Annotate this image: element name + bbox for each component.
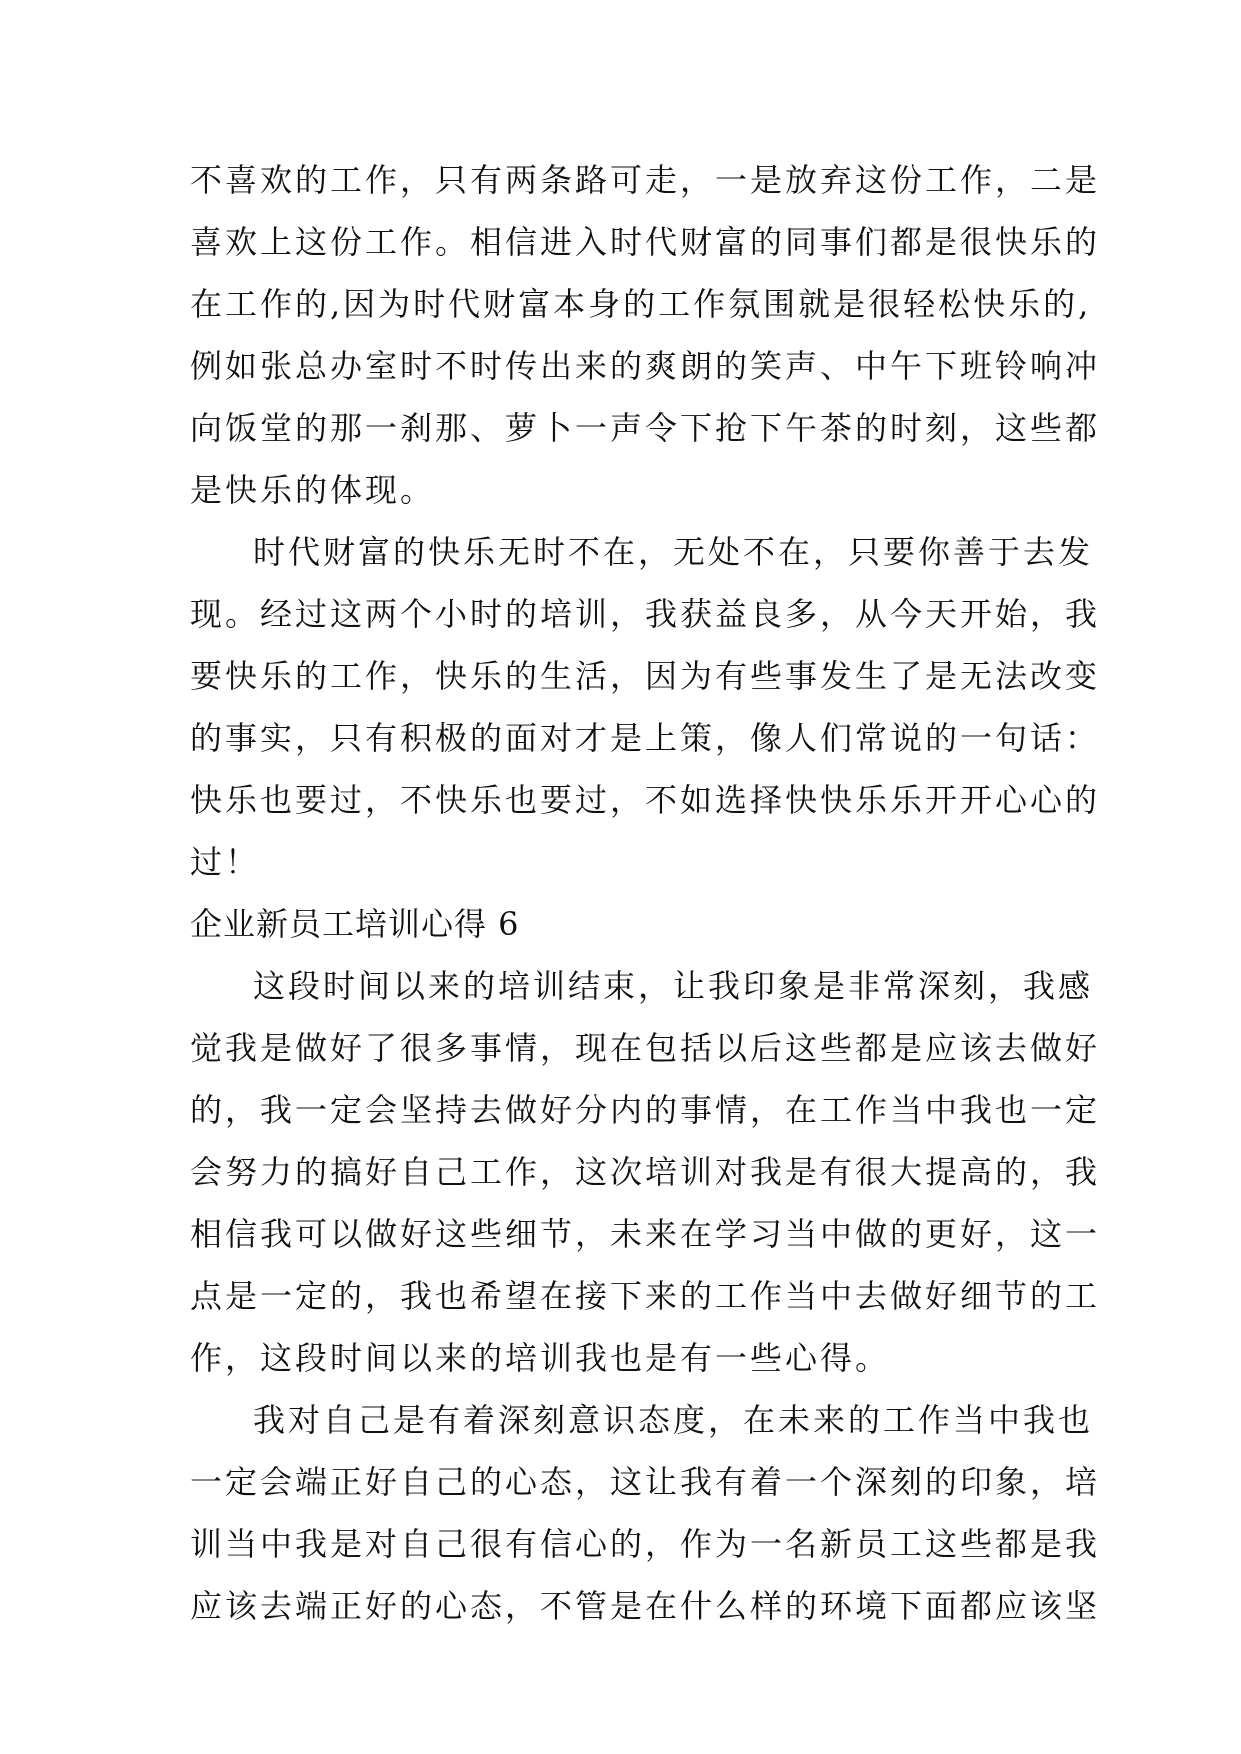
paragraph-line: 应该去端正好的心态，不管是在什么样的环境下面都应该坚	[190, 1587, 1101, 1625]
paragraph-line: 不喜欢的工作，只有两条路可走，一是放弃这份工作，二是	[190, 161, 1101, 199]
paragraph-line: 相信我可以做好这些细节，未来在学习当中做的更好，这一	[190, 1215, 1101, 1253]
section-heading: 企业新员工培训心得 6	[190, 905, 520, 943]
paragraph-line: 训当中我是对自己很有信心的，作为一名新员工这些都是我	[190, 1525, 1101, 1563]
paragraph-line: 在工作的,因为时代财富本身的工作氛围就是很轻松快乐的,	[190, 285, 1092, 323]
paragraph-line: 向饭堂的那一刹那、萝卜一声令下抢下午茶的时刻，这些都	[190, 409, 1101, 447]
paragraph-line: 是快乐的体现。	[190, 471, 436, 509]
paragraph-line: 时代财富的快乐无时不在，无处不在，只要你善于去发	[253, 533, 1094, 571]
paragraph-line: 喜欢上这份工作。相信进入时代财富的同事们都是很快乐的	[190, 223, 1101, 261]
paragraph-line: 一定会端正好自己的心态，这让我有着一个深刻的印象，培	[190, 1463, 1101, 1501]
paragraph-line: 这段时间以来的培训结束，让我印象是非常深刻，我感	[253, 967, 1094, 1005]
paragraph-line: 我对自己是有着深刻意识态度，在未来的工作当中我也	[253, 1401, 1094, 1439]
paragraph-line: 觉我是做好了很多事情，现在包括以后这些都是应该去做好	[190, 1029, 1101, 1067]
paragraph-line: 快乐也要过，不快乐也要过，不如选择快快乐乐开开心心的	[190, 781, 1101, 819]
paragraph-line: 会努力的搞好自己工作，这次培训对我是有很大提高的，我	[190, 1153, 1101, 1191]
paragraph-line: 现。经过这两个小时的培训，我获益良多，从今天开始，我	[190, 595, 1101, 633]
paragraph-line: 的事实，只有积极的面对才是上策，像人们常说的一句话：	[190, 719, 1101, 757]
paragraph-line: 过！	[190, 843, 261, 881]
paragraph-line: 的，我一定会坚持去做好分内的事情，在工作当中我也一定	[190, 1091, 1101, 1129]
paragraph-line: 要快乐的工作，快乐的生活，因为有些事发生了是无法改变	[190, 657, 1101, 695]
paragraph-line: 点是一定的，我也希望在接下来的工作当中去做好细节的工	[190, 1277, 1101, 1315]
paragraph-line: 例如张总办室时不时传出来的爽朗的笑声、中午下班铃响冲	[190, 347, 1101, 385]
paragraph-line: 作，这段时间以来的培训我也是有一些心得。	[190, 1339, 891, 1377]
